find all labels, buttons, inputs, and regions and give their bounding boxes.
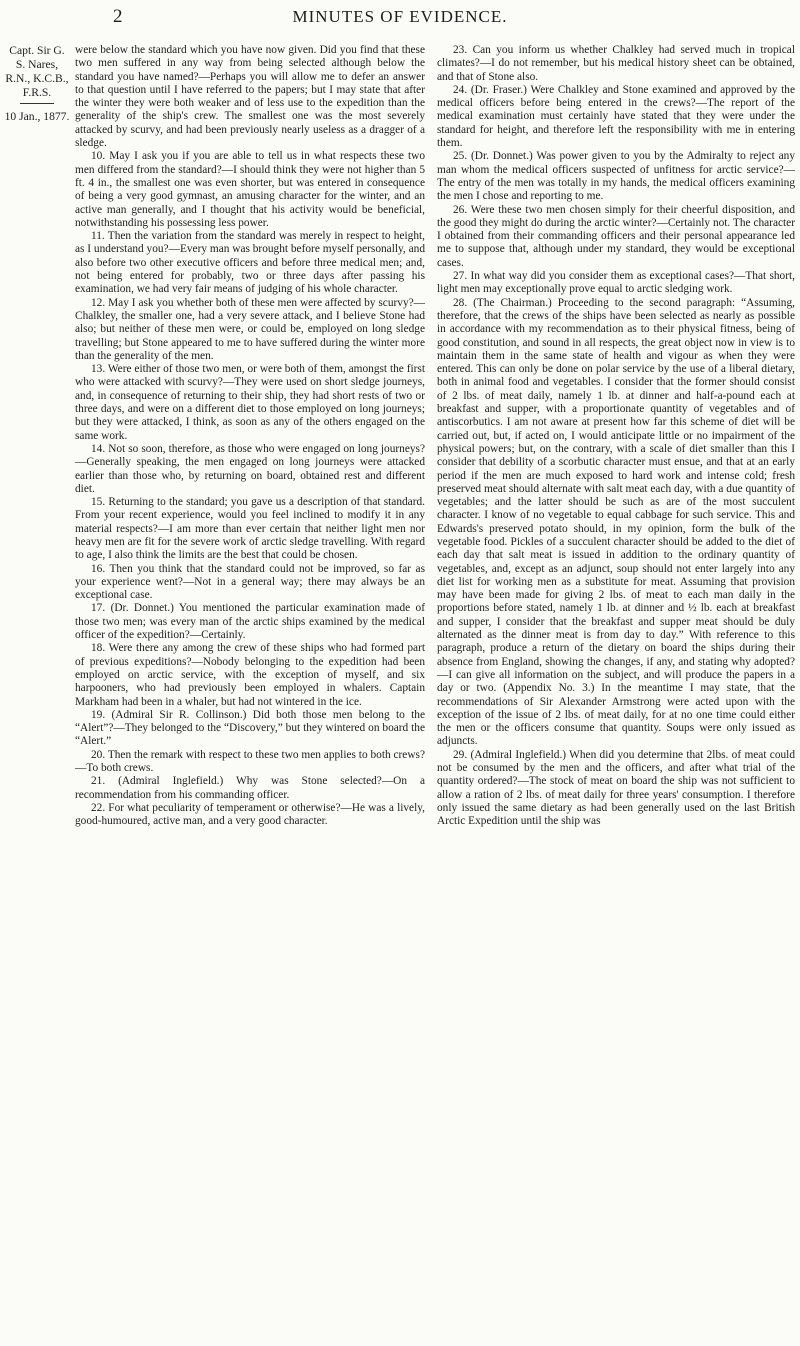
paragraph: 12. May I ask you whether both of these men were affected by scurvy?—Chalkley, the smaller one, had a very severe attack, and I believe Stone had also; but neither of these men were, or could be, employed on long sledge travelling; but Stone appeared to me to have suffered during the winter more than the generality of the men. xyxy=(75,296,425,362)
evidence-date: 10 Jan., 1877. xyxy=(4,110,70,123)
paragraph: were below the standard which you have now given. Did you find that these two men suffered in any way from being selected although below the standard you have named?—Perhaps you will allow me to defer an answer to that question until I have referred to the papers; but I may state that after the winter they were both weaker and of less use to the expedition than the generality of the ship's crew. The smallest one was the most severely attacked by scurvy, and had been previously nearly useless as a dragger of a sledge. xyxy=(75,44,425,150)
page-number: 2 xyxy=(113,6,123,27)
witness-name: Capt. Sir G. xyxy=(9,44,65,57)
paragraph: 13. Were either of those two men, or were both of them, amongst the first who were attacked with scurvy?—They were used on short sledge journeys, and, in consequence of returning to their ship, they had short rests of two or three days, and were on a different diet to those employed on long journeys; but they were attacked, I think, as soon as any of the others engaged on the same work. xyxy=(75,363,425,442)
paragraph: 15. Returning to the standard; you gave us a description of that standard. From your recent experience, would you feel inclined to modify it in any material respects?—I am more than ever certain that neither light men nor heavy men are fit for the severe work of arctic sledge travelling. With regard to age, I also think the limits are the best that could be chosen. xyxy=(75,496,425,562)
running-head: MINUTES OF EVIDENCE. xyxy=(292,7,508,26)
paragraph: 18. Were there any among the crew of these ships who had formed part of previous expeditions?—Nobody belonging to the expedition had been employed on arctic service, with the exception of myself, and six harpooners, who had previously been employed in whalers. Captain Markham had been in a whaler, but had not wintered in the ice. xyxy=(75,642,425,708)
paragraph: 10. May I ask you if you are able to tell us in what respects these two men differed from the standard?—I should think they were not higher than 5 ft. 4 in., the smallest one was even shorter, but was entered in consequence of being a very good gymnast, an amusing character for the winter, and an active man generally, and I thought that his activity would be beneficial, notwithstanding his possessing less power. xyxy=(75,150,425,229)
paragraph: 29. (Admiral Inglefield.) When did you determine that 2lbs. of meat could not be consumed by the men and the officers, and after what trial of the quantity ordered?—The stock of meat on board the ship was not sufficient to allow a ration of 2 lbs. of meat daily for three years' consumption. I therefore only issued the same dietary as had been generally used on the last British Arctic Expedition until the ship was xyxy=(437,748,795,828)
paragraph: 25. (Dr. Donnet.) Was power given to you by the Admiralty to reject any man whom the medical officers suspected of unfitness for arctic service?—The entry of the men was totally in my hands, the medical officers examining the men I chose and reporting to me. xyxy=(437,150,795,203)
paragraph: 19. (Admiral Sir R. Collinson.) Did both those men belong to the “Alert”?—They belonged to the “Discovery,” but they wintered on board the “Alert.” xyxy=(75,708,425,748)
paragraph: 24. (Dr. Fraser.) Were Chalkley and Stone examined and approved by the medical officers before being entered in the crews?—The report of the medical examination must certainly have stated that they were under the standard for height, and therefore left the responsibility with me in entering them. xyxy=(437,83,795,150)
paragraph: 23. Can you inform us whether Chalkley had served much in tropical climates?—I do not remember, but his medical history sheet can be obtained, and that of Stone also. xyxy=(437,44,795,83)
paragraph: 14. Not so soon, therefore, as those who were engaged on long journeys?—Generally speaking, the men engaged on long journeys were attacked earlier than those who, by returning on board, obtained rest and different diet. xyxy=(75,442,425,495)
paragraph: 16. Then you think that the standard could not be improved, so far as your experience went?—Not in a general way; there may always be an exceptional case. xyxy=(75,562,425,602)
right-column xyxy=(437,44,795,829)
margin-note xyxy=(4,44,70,124)
paragraph: 22. For what peculiarity of temperament or otherwise?—He was a lively, good-humoured, active man, and a very good character. xyxy=(75,801,425,828)
witness-honours: R.N., K.C.B., xyxy=(5,72,69,85)
paragraph: 27. In what way did you consider them as exceptional cases?—That short, light men may exceptionally prove equal to arctic sledging work. xyxy=(437,270,795,296)
paragraph: 28. (The Chairman.) Proceeding to the second paragraph: “Assuming, therefore, that the crews of the ships have been selected as nearly as possible in accordance with my recommendation as to their physical fitness, being of good constitution, and sound in all respects, the great object now in view is to maintain them in the same state of health and vigour as when they were entered. This can only be done on polar service by the use of a liberal dietary, both in animal food and vegetables. I consider that the former should consist of 2 lbs. of meat daily, namely 1 lb. at dinner and half-a-pound each at breakfast and supper, with a proportionate quantity of vegetables and of antiscorbutics. I am not aware at present how far this scheme of diet will be carried out, but, if acted on, I would anticipate little or no impairment of the physical powers; but, on the contrary, with a scale of diet smaller than this I consider that debility of a scorbutic character must ensue, and that at an early period if the men are much exposed to hard work and intense cold; fresh preserved meat should alternate with salt meat each day, with a due quantity of vegetables; and the latter should be such as are of the most succulent character. I know of no vegetable to equal cabbage for such service. This and Edwards's preserved potato should, in my opinion, form the bulk of the vegetable food. Pickles of a succulent character should be added to the diet of each day that salt meat is issued in addition to the ordinary quantity of vegetables, and, except as an adjunct, soup should not enter largely into any diet list for working men as a substitute for meat. Assuming that provision may have been made for giving 2 lbs. of meat to each man daily in the proportions before stated, namely 1 lb. at dinner and ½ lb. each at breakfast and supper, I consider that the breakfast and supper meat should be duly alternated as the dinner meat is from day to day.” With reference to this paragraph, produce a return of the dietary on board the ships during their absence from England, showing the changes, if any, and stating why adopted?—I can give all information on the subject, and will produce the papers in a day or two. (Appendix No. 3.) In the meantime I may state, that the recommendations of Sir Alexander Armstrong were acted upon with the exception of the issue of 2 lbs. of meat daily, for at no one time could either the men or the officers consume that quantity. Soups were only issued as adjuncts. xyxy=(437,296,795,748)
paragraph: 21. (Admiral Inglefield.) Why was Stone selected?—On a recommendation from his commanding officer. xyxy=(75,775,425,801)
paragraph: 17. (Dr. Donnet.) You mentioned the particular examination made of those two men; was every man of the arctic ships examined by the medical officer of the expedition?—Certainly. xyxy=(75,602,425,642)
left-column xyxy=(75,44,425,829)
margin-rule xyxy=(20,103,54,104)
paragraph: 20. Then the remark with respect to these two men applies to both crews?—To both crews. xyxy=(75,748,425,775)
witness-honours-2: F.R.S. xyxy=(22,86,52,99)
witness-surname: S. Nares, xyxy=(15,58,59,71)
paragraph: 26. Were these two men chosen simply for their cheerful disposition, and the good they might do during the arctic winter?—Certainly not. The character I obtained from their commanding officers and their personal appearance led me to suppose that, although under my standard, they would be exceptional cases. xyxy=(437,203,795,269)
page-header xyxy=(0,0,800,40)
paragraph: 11. Then the variation from the standard was merely in respect to height, as I understand you?—Every man was brought before myself personally, and also before two other executive officers and before three medical men; and, not being entered for probably, two or three days after passing his examination, we had very fair means of judging of his whole character. xyxy=(75,230,425,296)
